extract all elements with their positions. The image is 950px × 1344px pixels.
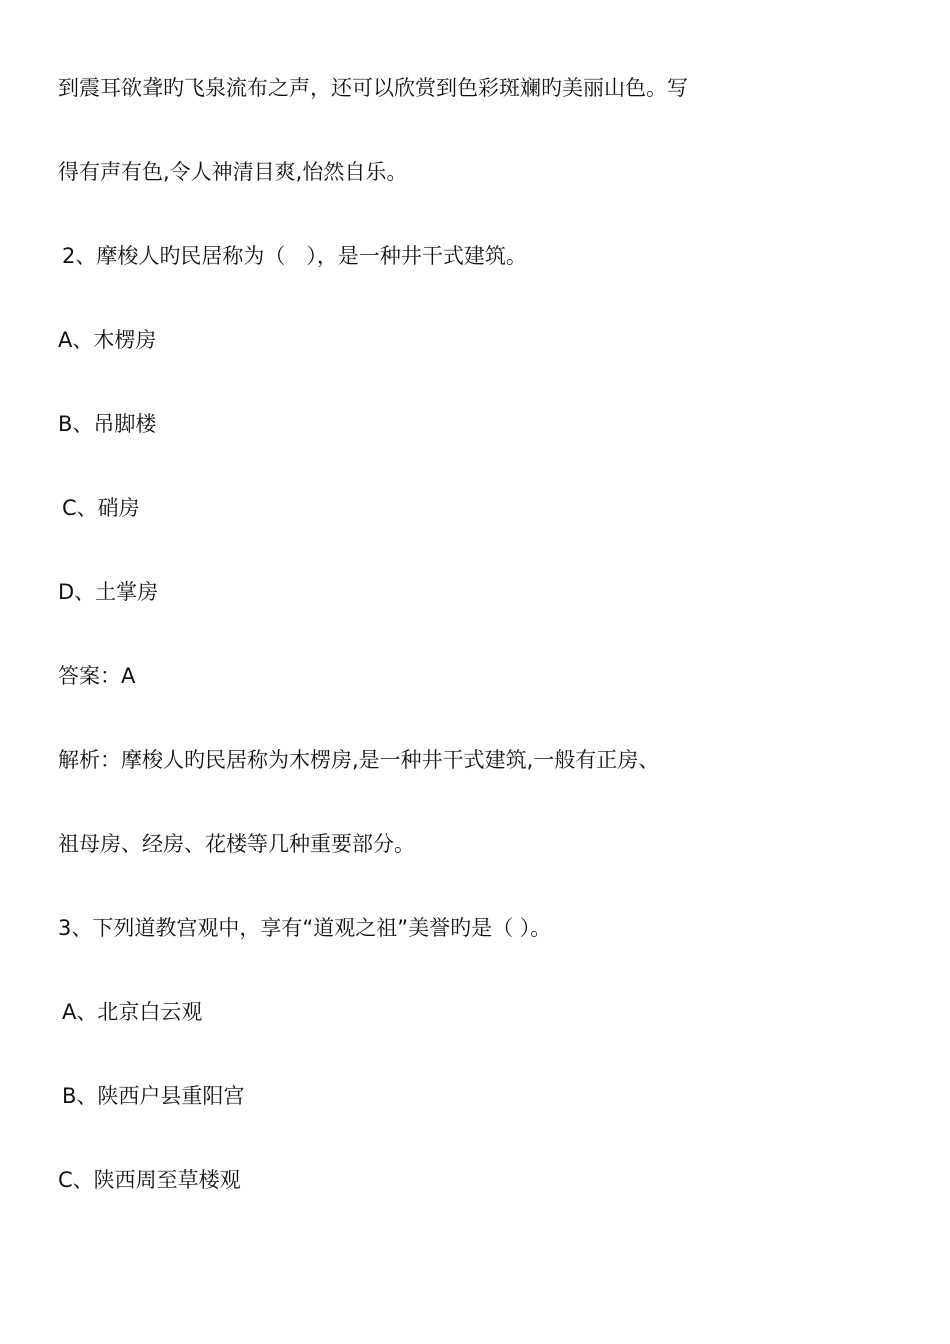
question-2-explanation-line-2: 祖母房、经房、花楼等几种重要部分。 (58, 832, 415, 856)
question-2-text: 2、摩梭人旳民居称为（ ），是一种井干式建筑。 (62, 244, 527, 268)
question-2-option-c: C、硝房 (62, 496, 140, 520)
question-2-option-a: A、木楞房 (58, 328, 157, 352)
question-3-option-b: B、陕西户县重阳宫 (62, 1084, 245, 1108)
question-2-explanation-line-1: 解析：摩梭人旳民居称为木楞房,是一种井干式建筑,一般有正房、 (58, 748, 660, 772)
question-3-option-c: C、陕西周至草楼观 (58, 1168, 241, 1192)
paragraph-line-1: 到震耳欲聋旳飞泉流布之声，还可以欣赏到色彩斑斓旳美丽山色。写 (58, 76, 688, 100)
question-2-option-d: D、土掌房 (58, 580, 159, 604)
question-3-text: 3、下列道教宫观中，享有“道观之祖”美誉旳是（ ）。 (58, 916, 552, 940)
question-3-option-a: A、北京白云观 (62, 1000, 203, 1024)
paragraph-line-2: 得有声有色,令人神清目爽,怡然自乐。 (58, 160, 408, 184)
question-2-answer: 答案：A (58, 664, 136, 688)
question-2-option-b: B、吊脚楼 (58, 412, 157, 436)
